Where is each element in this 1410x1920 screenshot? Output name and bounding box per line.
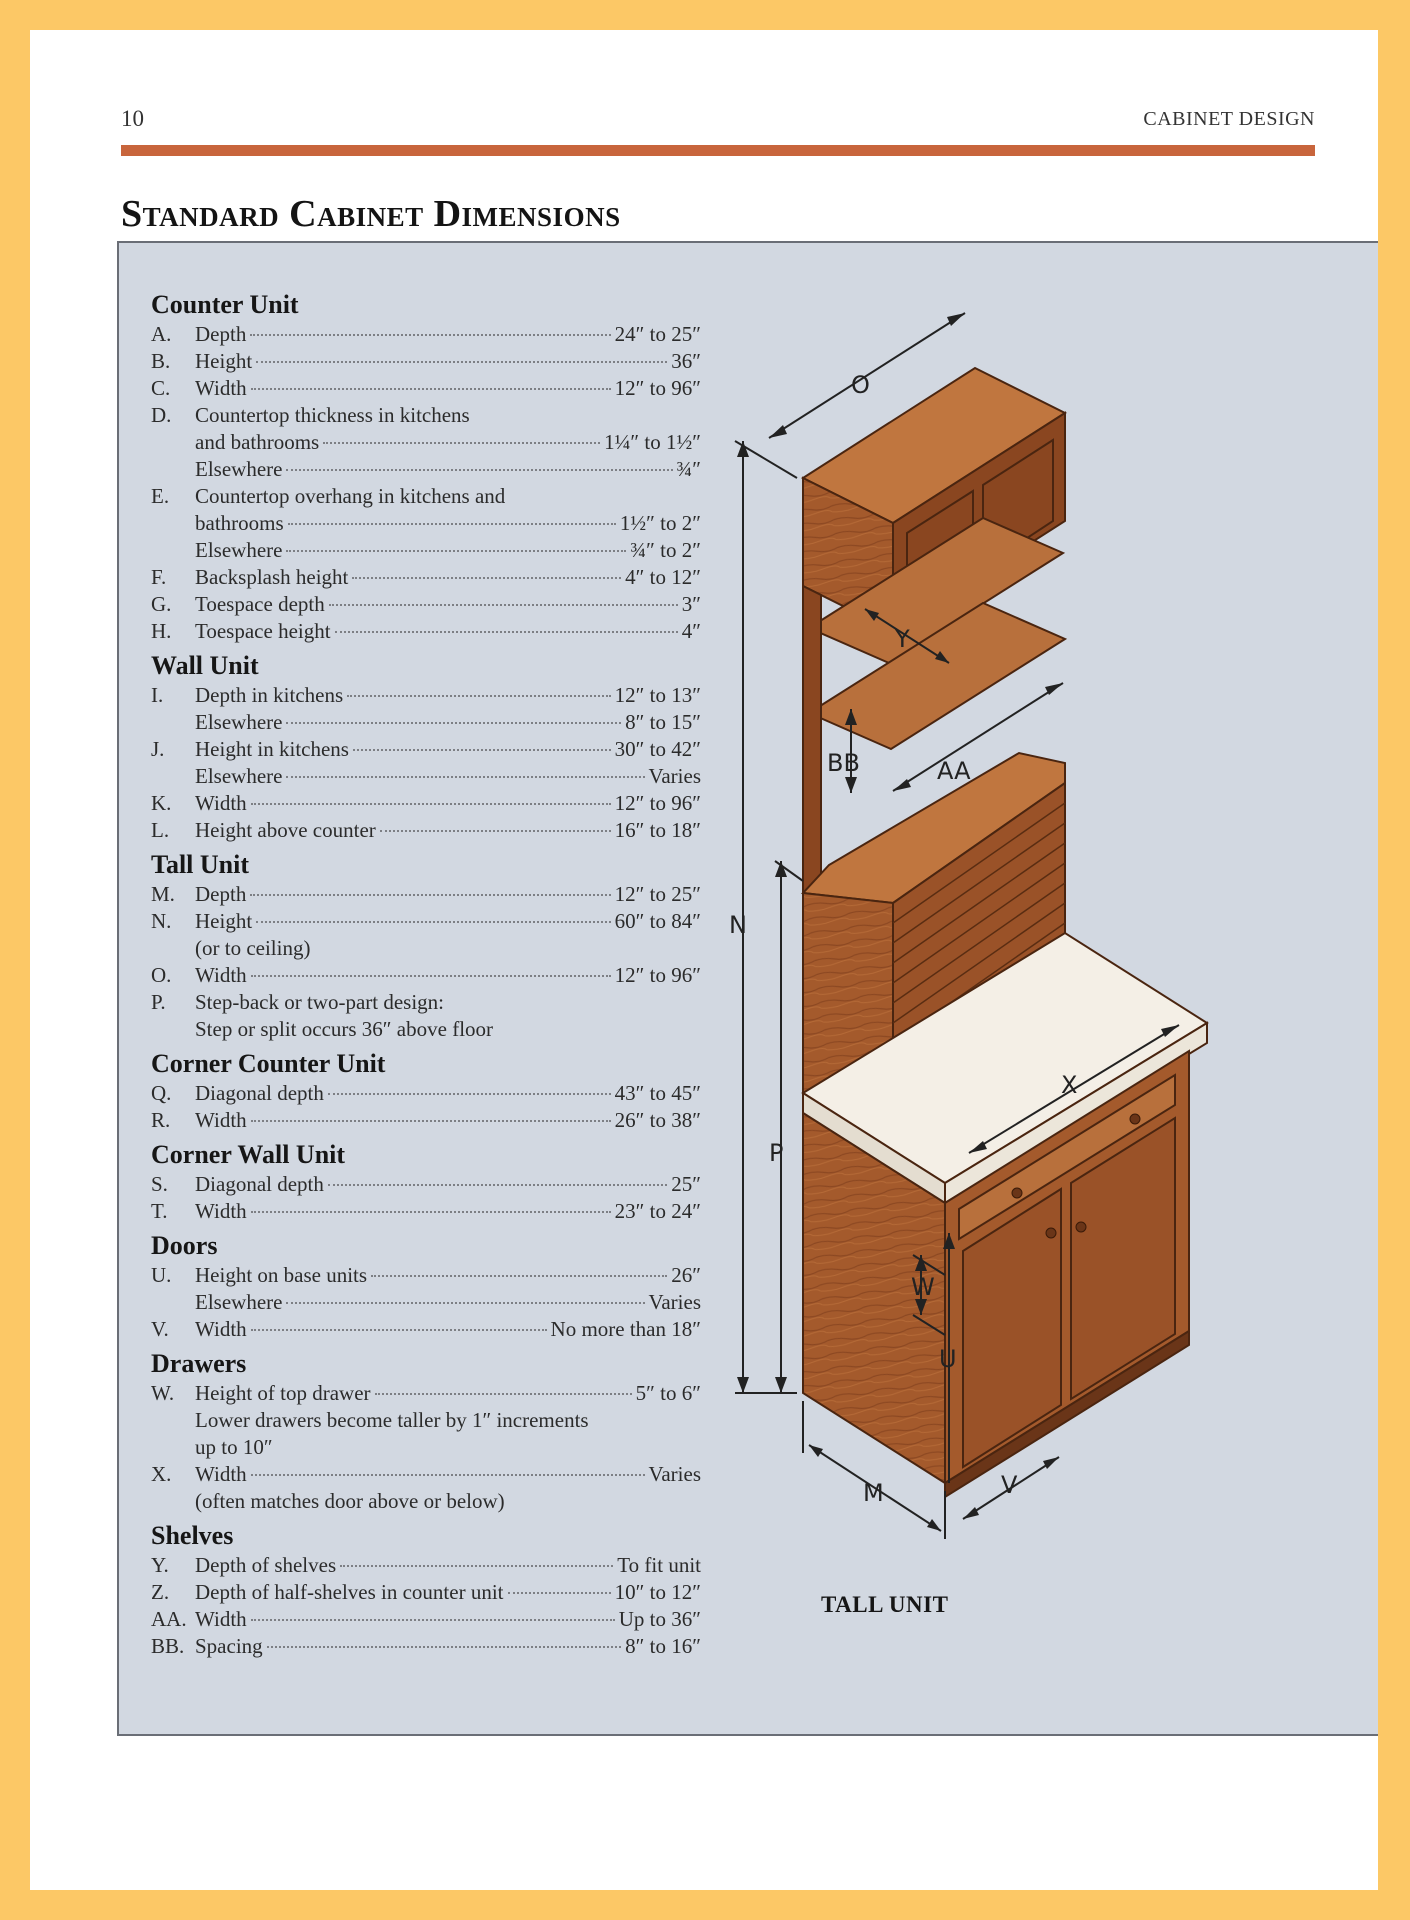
spec-value: 26″ to 38″ <box>614 1108 701 1132</box>
spec-value: 12″ to 13″ <box>614 683 701 707</box>
dot-leader <box>508 1592 611 1594</box>
spec-value: 1½″ to 2″ <box>619 511 701 535</box>
spec-label: Depth of shelves <box>195 1553 337 1577</box>
dot-leader <box>286 722 621 724</box>
spec-row <box>151 1461 701 1488</box>
spec-label: bathrooms <box>195 511 284 535</box>
dot-leader <box>251 803 611 805</box>
dot-leader <box>250 894 610 896</box>
dot-leader <box>329 604 678 606</box>
spec-label: Countertop thickness in kitchens <box>195 403 470 427</box>
spec-label: Width <box>195 1607 247 1631</box>
spec-value: 12″ to 96″ <box>614 376 701 400</box>
spec-letter: M. <box>151 882 175 906</box>
spec-label: Elsewhere <box>195 764 283 788</box>
dot-leader <box>256 921 611 923</box>
spec-row <box>151 510 701 537</box>
figure-caption: TALL UNIT <box>821 1592 949 1617</box>
spec-row <box>151 881 701 908</box>
spec-label: up to 10″ <box>195 1435 273 1459</box>
dim-label-n: N <box>729 911 747 939</box>
dot-leader <box>251 1619 615 1621</box>
spec-row <box>151 1579 701 1606</box>
spec-label: Elsewhere <box>195 710 283 734</box>
dot-leader <box>371 1275 667 1277</box>
spec-label: Diagonal depth <box>195 1081 324 1105</box>
spec-section <box>151 1048 701 1134</box>
section-heading: Tall Unit <box>151 850 250 879</box>
spec-value: 4″ <box>681 619 701 643</box>
spec-row <box>151 790 701 817</box>
drawer-knob-left <box>1012 1188 1022 1198</box>
spec-row <box>151 1434 701 1461</box>
spec-letter: W. <box>151 1381 175 1405</box>
spec-letter: P. <box>151 990 166 1014</box>
spec-label: and bathrooms <box>195 430 320 454</box>
spec-value: 4″ to 12″ <box>625 565 701 589</box>
spec-label: Height above counter <box>195 818 376 842</box>
dot-leader <box>286 469 672 471</box>
dot-leader <box>286 1302 644 1304</box>
spec-row <box>151 483 701 510</box>
spec-label: Height on base units <box>195 1263 368 1287</box>
spec-label: Toespace depth <box>195 592 325 616</box>
dot-leader <box>340 1565 613 1567</box>
dot-leader <box>380 830 611 832</box>
spec-label: Lower drawers become taller by 1″ increments <box>195 1408 589 1432</box>
dot-leader <box>251 1211 611 1213</box>
spec-letter: N. <box>151 909 172 933</box>
spec-section <box>151 849 701 1043</box>
spec-row <box>151 1289 701 1316</box>
door-knob-right <box>1076 1222 1086 1232</box>
spec-list <box>151 287 701 1665</box>
section-heading: Doors <box>151 1231 218 1260</box>
spec-row <box>151 1316 701 1343</box>
spec-letter: C. <box>151 376 171 400</box>
spec-row <box>151 908 701 935</box>
spec-value: To fit unit <box>617 1553 701 1577</box>
spec-row <box>151 429 701 456</box>
dim-label-w: W <box>911 1273 935 1301</box>
spec-value: 23″ to 24″ <box>614 1199 701 1223</box>
spec-letter: B. <box>151 349 171 373</box>
spec-letter: Q. <box>151 1081 172 1105</box>
dot-leader <box>335 631 678 633</box>
spec-row <box>151 348 701 375</box>
spec-row <box>151 402 701 429</box>
spec-row <box>151 1198 701 1225</box>
spec-letter: R. <box>151 1108 171 1132</box>
dot-leader <box>251 1329 547 1331</box>
spec-label: Width <box>195 963 247 987</box>
spec-row <box>151 763 701 790</box>
spec-label: Elsewhere <box>195 1290 283 1314</box>
spec-row <box>151 817 701 844</box>
spec-value: 12″ to 96″ <box>614 963 701 987</box>
spec-value: No more than 18″ <box>550 1317 701 1341</box>
spec-letter: F. <box>151 565 167 589</box>
dot-leader <box>251 1120 611 1122</box>
spec-label: (often matches door above or below) <box>195 1489 505 1513</box>
spec-value: 25″ <box>671 1172 701 1196</box>
section-heading: Corner Wall Unit <box>151 1140 346 1169</box>
spec-value: 16″ to 18″ <box>614 818 701 842</box>
dot-leader <box>352 577 621 579</box>
spec-value: 60″ to 84″ <box>614 909 701 933</box>
spec-letter: Z. <box>151 1580 170 1604</box>
spec-section <box>151 289 701 645</box>
spec-letter: T. <box>151 1199 168 1223</box>
spec-label: Depth <box>195 882 247 906</box>
spec-row <box>151 618 701 645</box>
spec-label: Depth in kitchens <box>195 683 344 707</box>
spec-value: Varies <box>648 764 701 788</box>
spec-label: Width <box>195 1199 247 1223</box>
spec-letter: G. <box>151 592 172 616</box>
spec-label: Width <box>195 1317 247 1341</box>
spec-row <box>151 537 701 564</box>
spec-label: Backsplash height <box>195 565 349 589</box>
spec-letter: U. <box>151 1263 172 1287</box>
dim-label-bb: BB <box>827 749 860 777</box>
spec-row <box>151 1107 701 1134</box>
spec-value: 3″ <box>681 592 701 616</box>
spec-value: 36″ <box>671 349 701 373</box>
spec-label: Depth of half-shelves in counter unit <box>195 1580 504 1604</box>
spec-label: Step or split occurs 36″ above floor <box>195 1017 494 1041</box>
spec-label: Height <box>195 349 253 373</box>
page-title: Standard Cabinet Dimensions <box>121 193 621 235</box>
spec-value: 8″ to 15″ <box>625 710 701 734</box>
spec-label: Elsewhere <box>195 457 283 481</box>
dim-label-y: Y <box>895 625 910 653</box>
hutch-side-left <box>803 586 821 903</box>
spec-letter: S. <box>151 1172 168 1196</box>
spec-letter: J. <box>151 737 165 761</box>
dot-leader <box>251 975 611 977</box>
spec-letter: Y. <box>151 1553 169 1577</box>
section-heading: Drawers <box>151 1349 247 1378</box>
spec-label: Step-back or two-part design: <box>195 990 445 1014</box>
spec-letter: V. <box>151 1317 169 1341</box>
spec-row <box>151 456 701 483</box>
spec-value: 12″ to 25″ <box>614 882 701 906</box>
spec-value: 43″ to 45″ <box>614 1081 701 1105</box>
spec-value: ¾″ <box>676 457 701 481</box>
spec-value: 12″ to 96″ <box>614 791 701 815</box>
dot-leader <box>251 1474 645 1476</box>
dim-label-u: U <box>939 1345 957 1373</box>
spec-letter: BB. <box>151 1634 185 1658</box>
spec-row <box>151 1380 701 1407</box>
spec-row <box>151 321 701 348</box>
spec-row <box>151 682 701 709</box>
dim-label-o: O <box>851 371 870 399</box>
dot-leader <box>353 749 611 751</box>
spec-row <box>151 1171 701 1198</box>
dot-leader <box>250 334 610 336</box>
spec-section <box>151 650 701 844</box>
dot-leader <box>347 695 611 697</box>
spec-label: Countertop overhang in kitchens and <box>195 484 506 508</box>
spec-row <box>151 962 701 989</box>
dot-leader <box>286 776 644 778</box>
page <box>30 30 1378 1890</box>
spec-value: 26″ <box>671 1263 701 1287</box>
spec-value: ¾″ to 2″ <box>630 538 701 562</box>
spec-label: Height <box>195 909 253 933</box>
spec-row <box>151 564 701 591</box>
spec-value: 8″ to 16″ <box>625 1634 701 1658</box>
spec-label: Width <box>195 791 247 815</box>
spec-row <box>151 1633 701 1660</box>
spec-label: Width <box>195 1462 247 1486</box>
spec-label: (or to ceiling) <box>195 936 311 960</box>
spec-row <box>151 1080 701 1107</box>
spec-label: Height in kitchens <box>195 737 349 761</box>
spec-letter: I. <box>151 683 164 707</box>
spec-row <box>151 1552 701 1579</box>
dim-label-v: V <box>1001 1471 1018 1499</box>
tall-unit-illustration <box>676 283 1379 1543</box>
spec-letter: K. <box>151 791 172 815</box>
spec-row <box>151 736 701 763</box>
dot-leader <box>328 1093 611 1095</box>
spec-row <box>151 375 701 402</box>
spec-label: Diagonal depth <box>195 1172 324 1196</box>
spec-row <box>151 1407 701 1434</box>
spec-row <box>151 709 701 736</box>
dot-leader <box>267 1646 622 1648</box>
drawer-knob-right <box>1130 1114 1140 1124</box>
spec-value: Varies <box>648 1462 701 1486</box>
dim-label-aa: AA <box>937 757 971 785</box>
spec-label: Elsewhere <box>195 538 283 562</box>
spec-section <box>151 1348 701 1515</box>
spec-letter: AA. <box>151 1607 187 1631</box>
running-head: CABINET DESIGN <box>1143 108 1315 130</box>
section-heading: Wall Unit <box>151 651 259 680</box>
spec-label: Toespace height <box>195 619 331 643</box>
dot-leader <box>323 442 600 444</box>
cabinet-drawing <box>676 283 1379 1543</box>
spec-section <box>151 1230 701 1343</box>
dot-leader <box>288 523 616 525</box>
spec-letter: O. <box>151 963 172 987</box>
spec-row <box>151 1016 701 1043</box>
spec-row <box>151 989 701 1016</box>
spec-section <box>151 1520 701 1660</box>
dot-leader <box>286 550 626 552</box>
door-knob-left <box>1046 1228 1056 1238</box>
dot-leader <box>251 388 611 390</box>
spec-letter: D. <box>151 403 172 427</box>
spec-letter: A. <box>151 322 172 346</box>
spec-label: Spacing <box>195 1634 263 1658</box>
spec-letter: X. <box>151 1462 172 1486</box>
spec-value: 1¼″ to 1½″ <box>604 430 701 454</box>
dim-label-p: P <box>769 1139 784 1167</box>
spec-label: Depth <box>195 322 247 346</box>
spec-label: Height of top drawer <box>195 1381 371 1405</box>
spec-row <box>151 591 701 618</box>
spec-letter: L. <box>151 818 170 842</box>
spec-section <box>151 1139 701 1225</box>
section-heading: Corner Counter Unit <box>151 1049 386 1078</box>
dim-label-m: M <box>863 1479 884 1507</box>
dimensions-panel <box>117 241 1378 1736</box>
spec-label: Width <box>195 376 247 400</box>
page-number: 10 <box>121 106 144 131</box>
spec-row <box>151 1262 701 1289</box>
dim-label-x: X <box>1061 1071 1078 1099</box>
spec-value: 30″ to 42″ <box>614 737 701 761</box>
spec-row <box>151 1606 701 1633</box>
spec-value: 24″ to 25″ <box>614 322 701 346</box>
dot-leader <box>256 361 667 363</box>
spec-value: 10″ to 12″ <box>614 1580 701 1604</box>
spec-value: Varies <box>648 1290 701 1314</box>
section-heading: Counter Unit <box>151 290 299 319</box>
spec-value: Up to 36″ <box>618 1607 701 1631</box>
section-heading: Shelves <box>151 1521 234 1550</box>
spec-letter: H. <box>151 619 172 643</box>
dot-leader <box>375 1393 632 1395</box>
spec-label: Width <box>195 1108 247 1132</box>
spec-row <box>151 1488 701 1515</box>
header-rule <box>121 145 1315 156</box>
dot-leader <box>328 1184 667 1186</box>
spec-letter: E. <box>151 484 170 508</box>
spec-row <box>151 935 701 962</box>
spec-value: 5″ to 6″ <box>635 1381 701 1405</box>
